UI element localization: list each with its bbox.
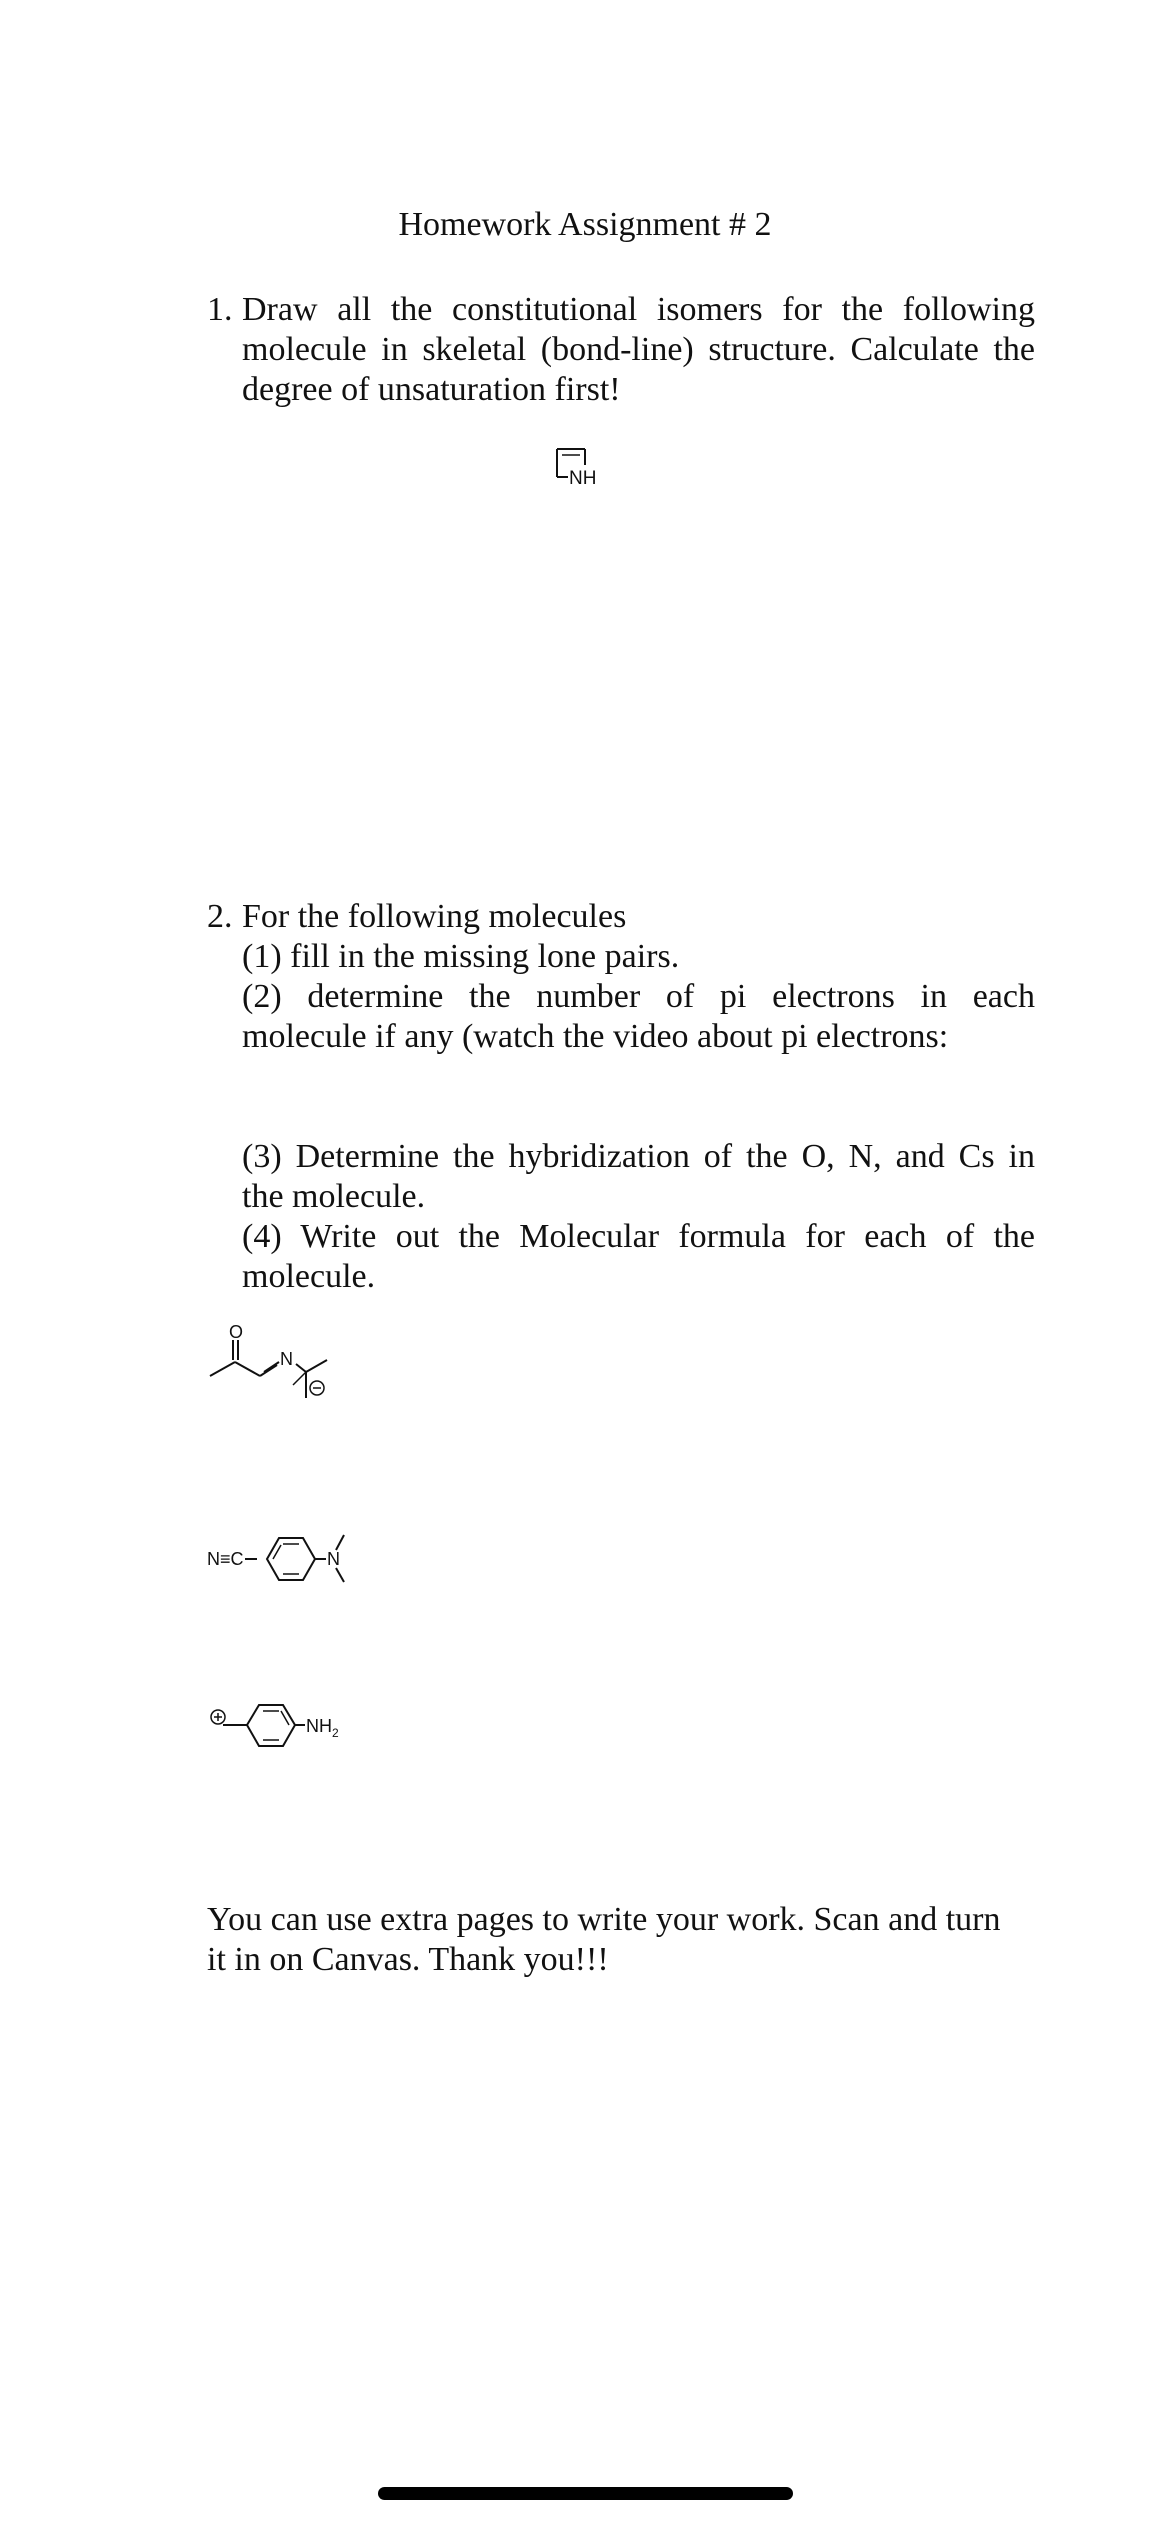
- nh-label: NH: [569, 468, 597, 489]
- question-2-number: 2.: [207, 898, 233, 935]
- question-1: [207, 290, 1035, 420]
- part-4-line: molecule.: [242, 1258, 376, 1295]
- part-2-line: molecule if any (watch the video about pi electrons:: [242, 1018, 949, 1055]
- question-1-line: degree of unsaturation first!: [242, 371, 621, 408]
- question-1-line: molecule in skeletal (bond-line) structure. Calculate the: [242, 331, 1035, 368]
- molecule-1-structure: [205, 1318, 355, 1418]
- bond: [235, 1362, 260, 1376]
- part-3-line: (3) Determine the hybridization of the O, N, and Cs in: [242, 1138, 1035, 1175]
- closing-line: You can use extra pages to write your work. Scan and turn: [207, 1901, 1001, 1938]
- nitrogen-label: N: [280, 1349, 293, 1369]
- bond: [306, 1360, 327, 1372]
- question-2-part-3: [242, 1137, 1035, 1217]
- nitrogen-label: N: [327, 1549, 340, 1569]
- part-4-line: (4) Write out the Molecular formula for each of the: [242, 1218, 1035, 1255]
- bond: [336, 1568, 344, 1582]
- part-3-line: the molecule.: [242, 1178, 426, 1215]
- question-1-text: [242, 290, 1035, 410]
- amine-text: NH: [306, 1716, 332, 1736]
- question-2-intro: For the following molecules: [242, 898, 627, 935]
- amine-subscript: 2: [332, 1726, 339, 1740]
- oxygen-label: O: [229, 1322, 244, 1342]
- question-2-part-2: [242, 977, 1035, 1057]
- page-title: Homework Assignment # 2: [398, 206, 772, 243]
- question-2-part-4: [242, 1217, 1035, 1297]
- closing-note: [207, 1900, 1037, 1980]
- part-2-line: (2) determine the number of pi electrons in each: [242, 978, 1035, 1015]
- bond: [336, 1535, 344, 1550]
- question-2-part-1: (1) fill in the missing lone pairs.: [242, 938, 680, 975]
- bond: [210, 1362, 235, 1376]
- home-indicator[interactable]: [378, 2487, 793, 2500]
- bond: [296, 1364, 306, 1372]
- bond: [260, 1365, 277, 1376]
- nitrile-label: N≡C: [207, 1549, 244, 1569]
- bond: [264, 1362, 279, 1372]
- amine-label: [306, 1716, 339, 1740]
- question-2: [207, 897, 1035, 1317]
- molecule-2-structure: [207, 1520, 387, 1600]
- closing-line: it in on Canvas. Thank you!!!: [207, 1941, 609, 1978]
- question-1-line: Draw all the constitutional isomers for the following: [242, 291, 1035, 328]
- question-1-number: 1.: [207, 291, 233, 328]
- azetidine-structure: [555, 445, 625, 495]
- bond: [293, 1372, 306, 1385]
- molecule-3-structure: [205, 1703, 375, 1783]
